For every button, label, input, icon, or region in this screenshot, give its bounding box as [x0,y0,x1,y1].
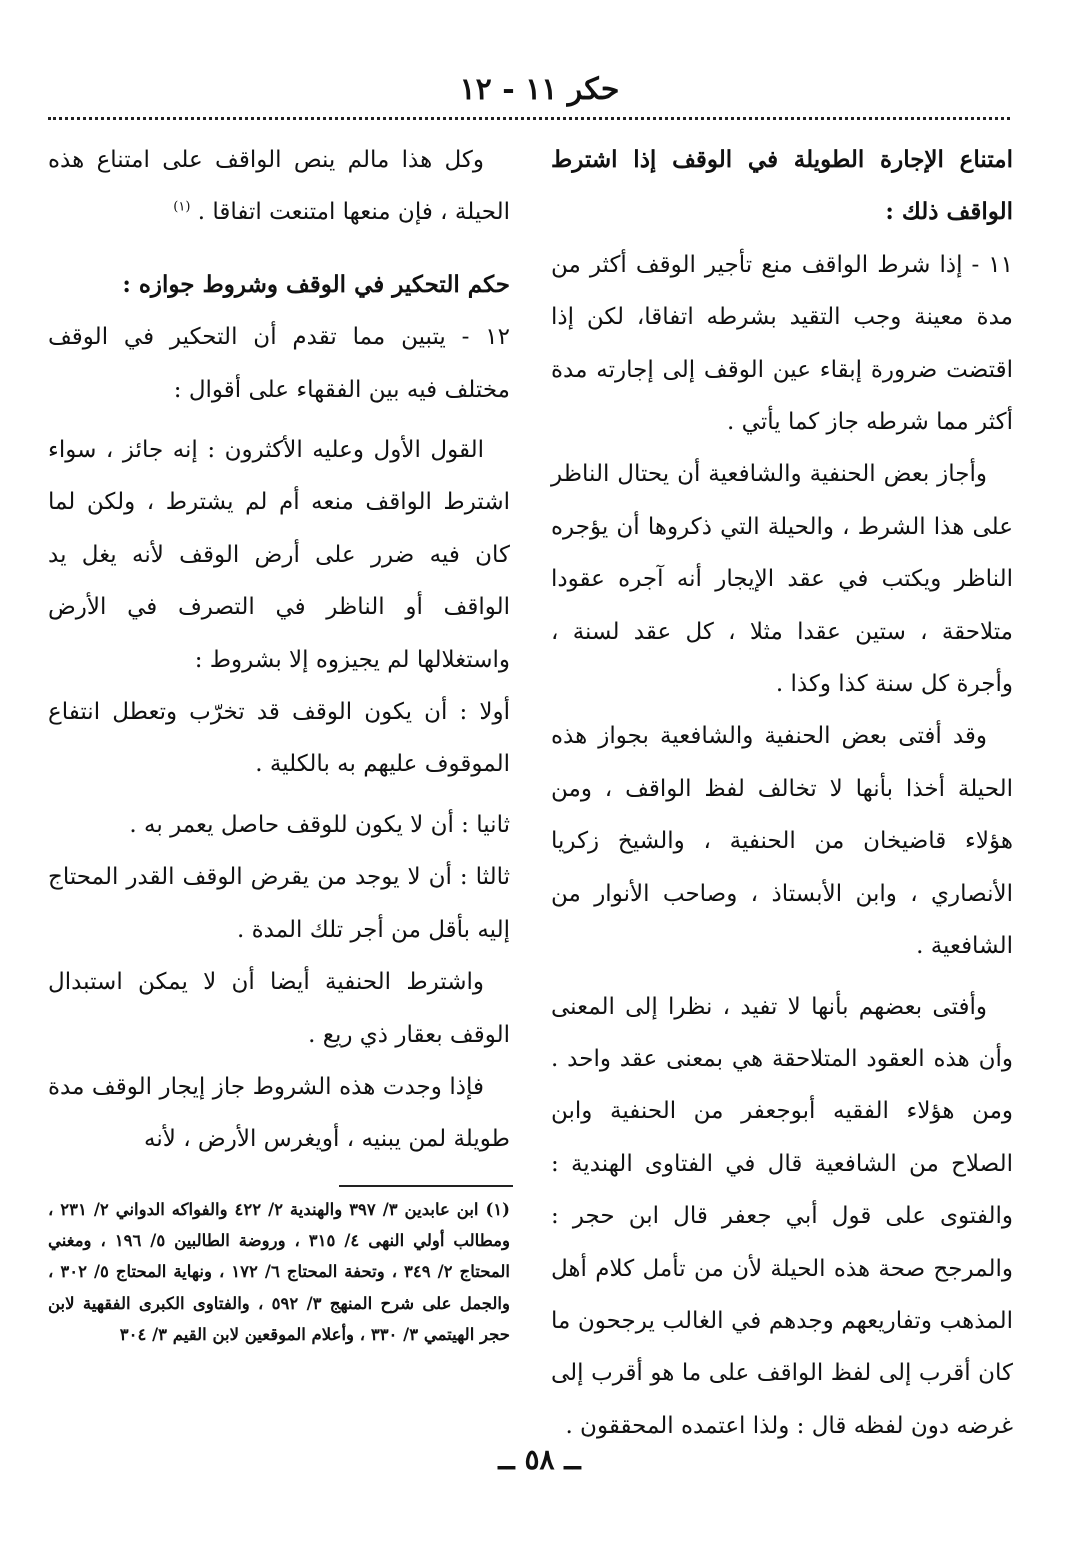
section-heading-tahkir: حكم التحكير في الوقف وشروط جوازه : [122,270,510,298]
paragraph-conditions-met: فإذا وجدت هذه الشروط جاز إيجار الوقف مدة طويلة لمن يبنيه ، أويغرس الأرض ، لأنه [48,1073,510,1153]
paragraph-fatwa-permit: وقد أفتى بعض الحنفية والشافعية بجواز هذه الحيلة أخذا بأنها لا تخالف لفظ الواقف ، ومن هؤلاء قاضيخان من الحنفية ، والشيخ زكريا الأنصاري ، وابن الأبستاذ ، وصاحب الأنوار من الشافعية . [551,723,1013,960]
section-heading-long-lease: امتناع الإجارة الطويلة في الوقف إذا اشترط الواقف ذلك : [551,146,1013,226]
paragraph-stratagem: وأجاز بعض الحنفية والشافعية أن يحتال الناظر على هذا الشرط ، والحيلة التي ذكروها أن يؤجره الناظر ويكتب في عقد الإيجار أنه آجره عقودا متلاحقة ، ستين عقدا مثلا ، كل عقد لسنة ، وأجرة كل سنة كذا وكذا . [551,461,1013,698]
page-number: ــ ٥٨ ــ [498,1443,581,1476]
paragraph-stratagem-conclusion [48,134,510,239]
paragraph-text: وكل هذا مالم ينص الواقف على امتناع هذه الحيلة ، فإن منعها امتنعت اتفاقا . [48,147,510,226]
footnote-divider [339,1185,513,1187]
right-column [551,134,1013,1452]
paragraph-12: ١٢ - يتبين مما تقدم أن التحكير في الوقف مختلف فيه بين الفقهاء على أقوال : [48,324,510,403]
condition-first: أولا : أن يكون الوقف قد تخرّب وتعطل انتفاع الموقوف عليهم به بالكلية . [48,699,510,778]
paragraph-hanafi-condition: واشترط الحنفية أيضا أن لا يمكن استبدال الوقف بعقار ذي ريع . [48,969,510,1048]
condition-third: ثالثا : أن لا يوجد من يقرض الوقف القدر المحتاج إليه بأقل من أجر تلك المدة . [48,864,510,943]
condition-second: ثانيا : أن لا يكون للوقف حاصل يعمر به . [129,811,510,838]
running-header: حكر ١١ - ١٢ [459,72,620,107]
paragraph-11: ١١ - إذا شرط الواقف منع تأجير الوقف أكثر من مدة معينة وجب التقيد بشرطه اتفاقا، لكن إذا اقتضت ضرورة إبقاء عين الوقف إلى إجارته مدة أكثر مما شرطه جاز كما يأتي . [551,251,1013,436]
footnote-reference: (١) [173,199,191,215]
left-column [48,134,510,1166]
paragraph-first-opinion: القول الأول وعليه الأكثرون : إنه جائز ، سواء اشترط الواقف منعه أم لم يشترط ، ولكن لما كان فيه ضرر على أرض الوقف لأنه يغل يد الواقف أو الناظر في التصرف في الأرض واستغلالها لم يجيزوه إلا بشروط : [48,437,510,673]
paragraph-fatwa-deny: وأفتى بعضهم بأنها لا تفيد ، نظرا إلى المعنى وأن هذه العقود المتلاحقة هي بمعنى عقد واحد . ومن هؤلاء الفقيه أبوجعفر من الحنفية وابن الصلاح من الشافعية قال في الفتاوى الهندية : والفتوى على قول أبي جعفر قال ابن حجر : والمرجح صحة هذه الحيلة لأن من تأمل كلام أهل المذهب وتفاريعهم وجدهم في الغالب يرجحون ما كان أقرب إلى لفظ الواقف على ما هو أقرب إلى غرضه دون لفظه قال : ولذا اعتمده المحققون . [551,993,1013,1439]
header-divider [48,117,1010,120]
footnote: (١) ابن عابدين ٣/ ٣٩٧ والهندية ٢/ ٤٢٢ والفواكه الدواني ٢/ ٢٣١ ، ومطالب أولي النهى ٤/ ٣١٥ ، وروضة الطالبين ٥/ ١٩٦ ، ومغني المحتاج ٢/ ٣٤٩ ، وتحفة المحتاج ٦/ ١٧٢ ، ونهاية المحتاج ٥/ ٣٠٢ ، والجمل على شرح المنهج ٣/ ٥٩٢ ، والفتاوى الكبرى الفقهية لابن حجر الهيتمي ٣/ ٣٣٠ ، وأعلام الموقعين لابن القيم ٣/ ٣٠٤ [48,1200,511,1344]
